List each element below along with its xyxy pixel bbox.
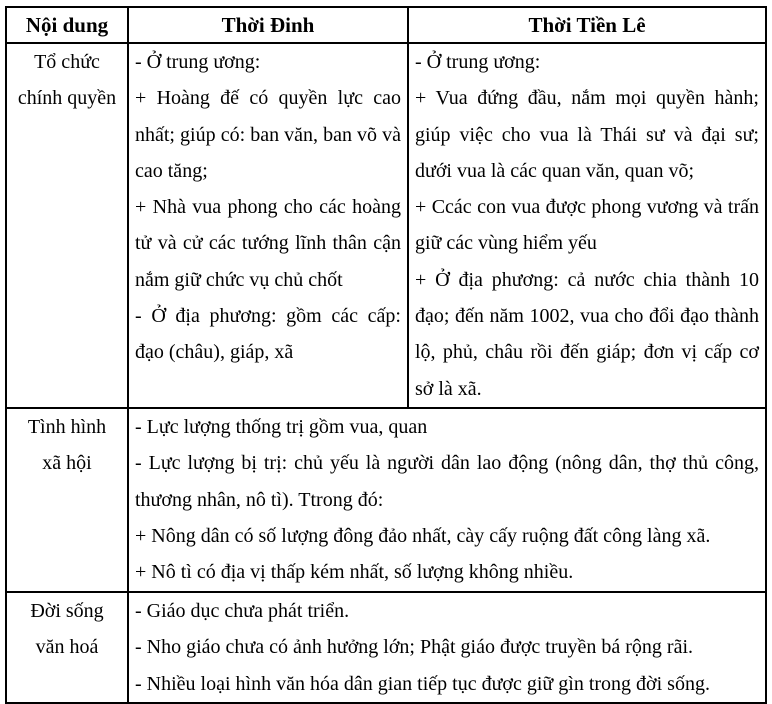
column-header-dinh-dynasty: Thời Đinh (128, 7, 408, 43)
row-label-cultural-life (6, 592, 128, 703)
history-comparison-table (5, 6, 767, 704)
row-label-social-situation (6, 408, 128, 592)
text-line: + Ccác con vua được phong vương và trấn giữ các vùng hiểm yếu (415, 196, 759, 255)
cell-social-situation (128, 408, 766, 592)
text-line: - Ở trung ương: (135, 51, 261, 73)
cell-dinh-government (128, 43, 408, 408)
column-header-early-le-dynasty: Thời Tiền Lê (408, 7, 766, 43)
text-line: - Giáo dục chưa phát triển. (135, 599, 350, 622)
text-line: + Nông dân có số lượng đông đảo nhất, cày cấy ruộng đất công làng xã. (135, 524, 711, 547)
text-line: + Vua đứng đầu, nắm mọi quyền hành; giúp việc cho vua là Thái sư và đại sư; dưới vua là các quan văn, quan võ; (415, 87, 759, 182)
table-row-government-organization (6, 43, 766, 408)
text-line: + Ở địa phương: cả nước chia thành 10 đạo; đến năm 1002, vua cho đổi đạo thành lộ, phủ, châu rồi đến giáp; đơn vị cấp cơ sở là xã. (415, 268, 759, 400)
column-header-content: Nội dung (6, 7, 128, 43)
cell-tien-le-government (408, 43, 766, 408)
header-row (6, 7, 766, 43)
table-row-cultural-life (6, 592, 766, 703)
text-line: chính quyền (17, 87, 117, 110)
text-line: + Hoàng đế có quyền lực cao nhất; giúp có: ban văn, ban võ và cao tăng; (135, 87, 401, 182)
row-label-government-organization (6, 43, 128, 408)
text-line: xã hội (42, 452, 92, 475)
text-line: - Nho giáo chưa có ảnh hưởng lớn; Phật giáo được truyền bá rộng rãi. (135, 636, 693, 659)
text-line: - Nhiều loại hình văn hóa dân gian tiếp tục được giữ gìn trong đời sống. (135, 672, 710, 695)
text-line: - Ở địa phương: gồm các cấp: đạo (châu), giáp, xã (135, 305, 401, 364)
text-line: - Lực lượng bị trị: chủ yếu là người dân lao động (nông dân, thợ thủ công, thương nhân, nô tì). Ttrong đó: (135, 452, 759, 511)
text-line: Đời sống (30, 599, 104, 622)
text-line: Tình hình (27, 415, 107, 438)
table-row-social-situation (6, 408, 766, 592)
text-line: văn hoá (35, 636, 99, 659)
cell-cultural-life (128, 592, 766, 703)
text-line: + Nhà vua phong cho các hoàng tử và cử các tướng lĩnh thân cận nắm giữ chức vụ chủ chốt (135, 196, 401, 291)
text-line: - Ở trung ương: (415, 51, 541, 73)
text-line: + Nô tì có địa vị thấp kém nhất, số lượng không nhiều. (135, 561, 574, 584)
text-line: Tổ chức (34, 51, 100, 73)
text-line: - Lực lượng thống trị gồm vua, quan (135, 415, 428, 438)
